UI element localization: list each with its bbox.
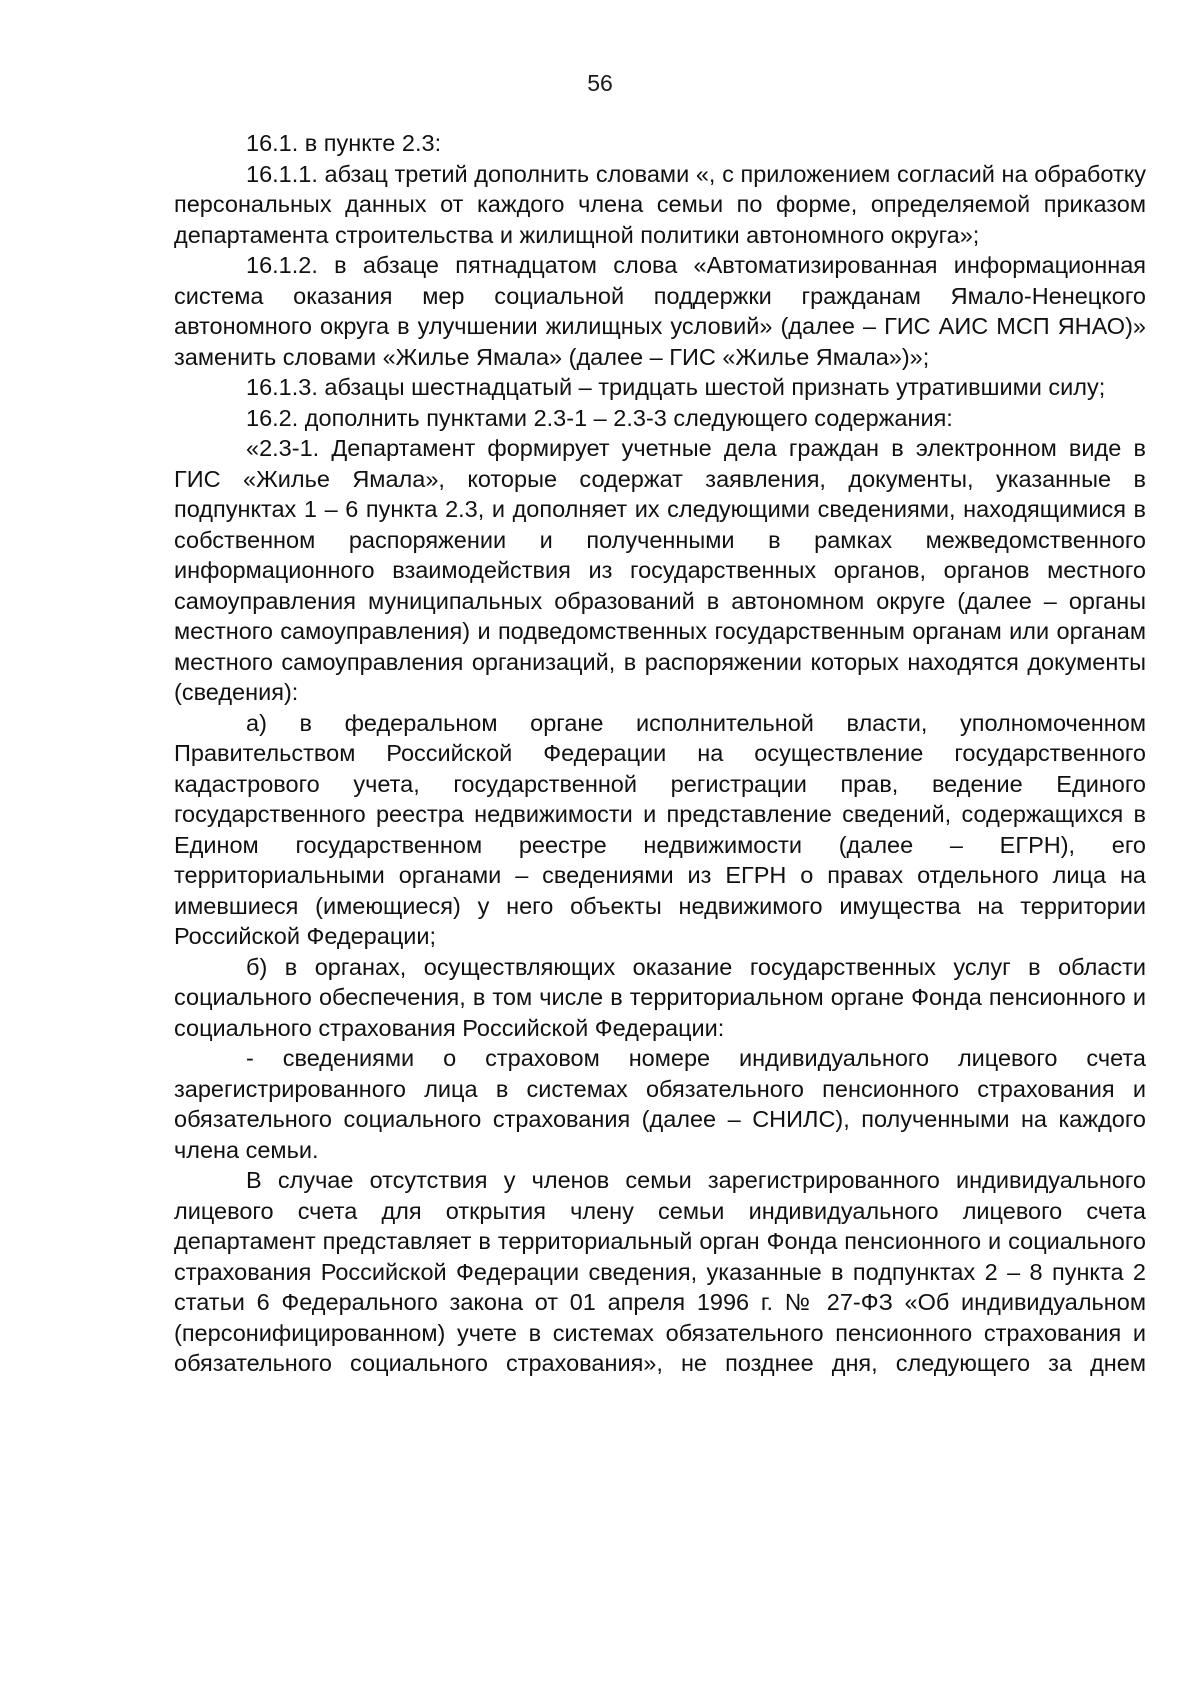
paragraph-2-3-1: «2.3-1. Департамент формирует учетные дела граждан в электронном виде в ГИС «Жилье Ямала», которые содержат заявления, документы, указанные в подпунктах 1 – 6 пункта 2.3, и дополняет их следующими сведениями, находящимися в собственном распоряжении и полученными в рамках межведомственного информационного взаимодействия из государственных органов, органов местного самоуправления муниципальных образований в автономном округе (далее – органы местного самоуправления) и подведомственных государственным органам или органам местного самоуправления организаций, в распоряжении которых находятся документы (сведения): [174,435,1146,705]
paragraph-16-2: 16.2. дополнить пунктами 2.3-1 – 2.3-3 следующего содержания: [246,404,953,431]
paragraph-absence-case: В случае отсутствия у членов семьи зарегистрированного индивидуального лицевого счета для открытия члену семьи индивидуального лицевого счета департамент представляет в территориальный орган Фонда пенсионного и социального страхования Российской Федерации сведения, указанные в подпунктах 2 – 8 пункта 2 статьи 6 Федерального закона от 01 апреля 1996 г. № 27-ФЗ «Об индивидуальном (персонифицированном) учете в системах обязательного пенсионного страхования и обязательного социального страхования», не позднее дня, следующего за днем [174,1167,1146,1376]
paragraph-subitem-b: б) в органах, осуществляющих оказание государственных услуг в области социального обеспечения, в том числе в территориальном органе Фонда пенсионного и социального страхования Российской Федерации: [174,953,1146,1041]
paragraph-subitem-a: а) в федеральном органе исполнительной власти, уполномоченном Правительством Российской Федерации на осуществление государственного кадастрового учета, государственной регистрации прав, ведение Единого государственного реестра недвижимости и представление сведений, содержащихся в Едином государственном реестре недвижимости (далее – ЕГРН), его территориальными органами – сведениями из ЕГРН о правах отдельного лица на имевшиеся (имеющиеся) у него объекты недвижимого имущества на территории Российской Федерации; [174,709,1146,949]
document-body [174,128,1146,1379]
paragraph-16-1-2: 16.1.2. в абзаце пятнадцатом слова «Автоматизированная информационная система оказания мер социальной поддержки гражданам Ямало-Ненецкого автономного округа в улучшении жилищных условий» (далее – ГИС АИС МСП ЯНАО)» заменить словами «Жилье Ямала» (далее – ГИС «Жилье Ямала»)»; [174,252,1146,370]
paragraph-16-1-1: 16.1.1. абзац третий дополнить словами «, с приложением согласий на обработку персональных данных от каждого члена семьи по форме, определяемой приказом департамента строительства и жилищной политики автономного округа»; [174,160,1146,248]
paragraph-16-1: 16.1. в пункте 2.3: [246,130,442,156]
page-number: 56 [587,70,613,96]
paragraph-snils: - сведениями о страховом номере индивидуального лицевого счета зарегистрированного лица в системах обязательного пенсионного страхования и обязательного социального страхования (далее – СНИЛС), полученными на каждого члена семьи. [174,1045,1146,1163]
paragraph-16-1-3: 16.1.3. абзацы шестнадцатый – тридцать шестой признать утратившими силу; [246,374,1106,400]
